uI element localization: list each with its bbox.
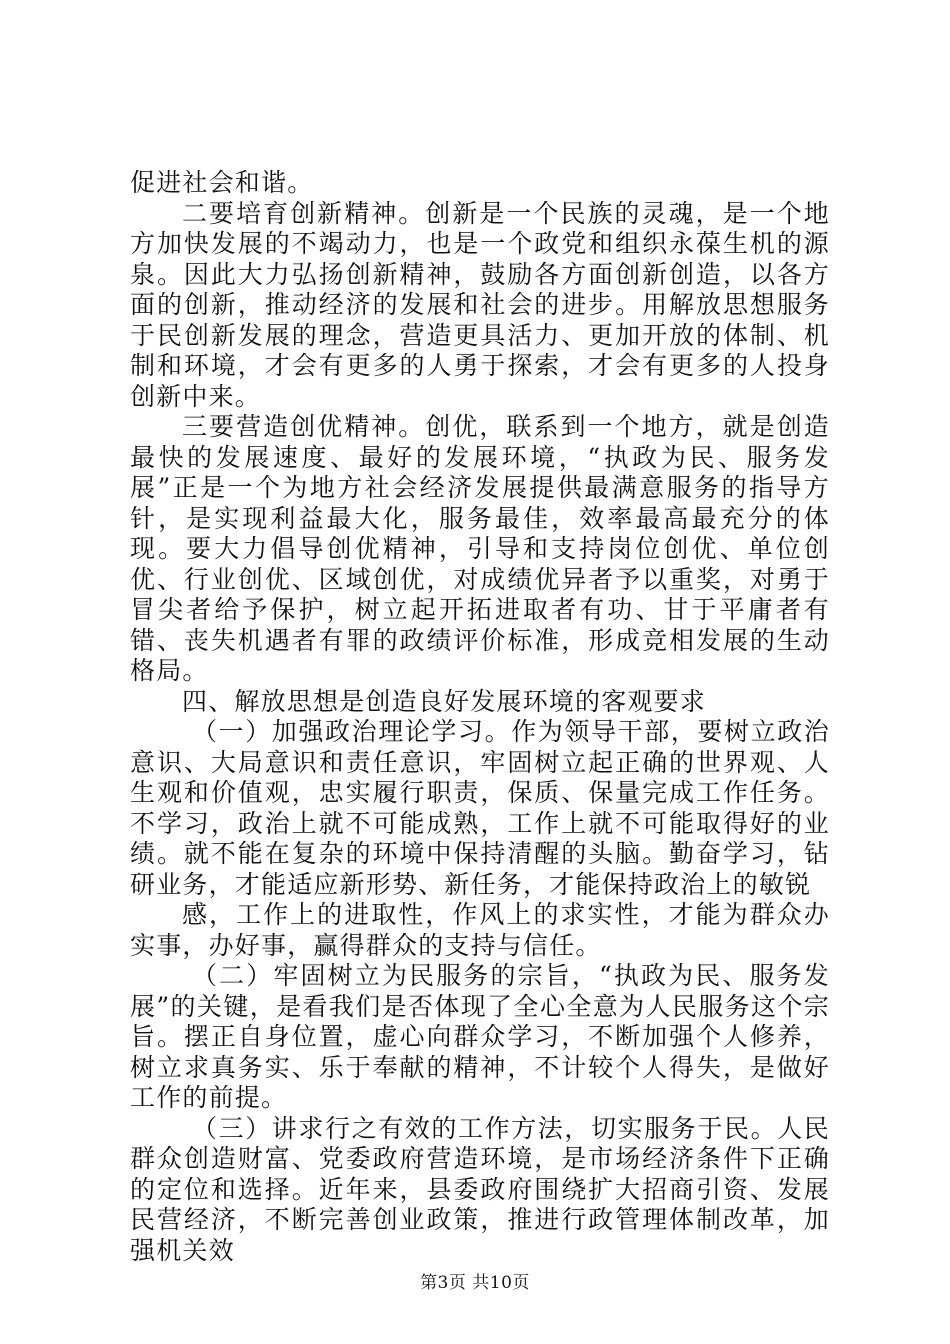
section-heading-four: 四、解放思想是创造良好发展环境的客观要求 [182,686,707,716]
page-number-footer: 第3页 共10页 [420,1273,530,1293]
paragraph-political-study: （一）加强政治理论学习。作为领导干部，要树立政治意识、大局意识和责任意识，牢固树立起正确的世界观、人生观和价值观，忠实履行职责，保质、保量完成工作任务。不学习，政治上就不可能成熟，工作上就不可能取得好的业绩。就不能在复杂的环境中保持清醒的头脑。勤奋学习，钻研业务，才能适应新形势、新任务，才能保持政治上的敏锐 [130,717,830,899]
paragraph-innovation-spirit: 二要培育创新精神。创新是一个民族的灵魂，是一个地方加快发展的不竭动力，也是一个政党和组织永葆生机的源泉。因此大力弘扬创新精神，鼓励各方面创新创造，以各方面的创新，推动经济的发展和社会的进步。用解放思想服务于民创新发展的理念，营造更具活力、更加开放的体制、机制和环境，才会有更多的人勇于探索，才会有更多的人投身创新中来。 [130,198,830,411]
paragraph-political-study-continued: 感，工作上的进取性，作风上的求实性，才能为群众办实事，办好事，赢得群众的支持与信任。 [130,900,830,960]
paragraph-continuation: 促进社会和谐。 [130,168,314,197]
paragraph-work-methods: （三）讲求行之有效的工作方法，切实服务于民。人民群众创造财富、党委政府营造环境，是市场经济条件下正确的定位和选择。近年来，县委政府围绕扩大招商引资、发展民营经济，不断完善创业政策，推进行政管理体制改革，加强机关效 [130,1113,830,1265]
paragraph-serve-people: （二）牢固树立为民服务的宗旨，“执政为民、服务发展”的关键，是看我们是否体现了全心全意为人民服务这个宗旨。摆正自身位置，虚心向群众学习，不断加强个人修养，树立求真务实、乐于奉献的精神，不计较个人得失，是做好工作的前提。 [130,961,830,1112]
document-body [130,168,830,1266]
paragraph-excellence-spirit: 三要营造创优精神。创优，联系到一个地方，就是创造最快的发展速度、最好的发展环境，“执政为民、服务发展”正是一个为地方社会经济发展提供最满意服务的指导方针，是实现利益最大化，服务最佳，效率最高最充分的体现。要大力倡导创优精神，引导和支持岗位创优、单位创优、行业创优、区域创优，对成绩优异者予以重奖，对勇于冒尖者给予保护，树立起开拓进取者有功、甘于平庸者有错、丧失机遇者有罪的政绩评价标准，形成竞相发展的生动格局。 [130,412,830,685]
